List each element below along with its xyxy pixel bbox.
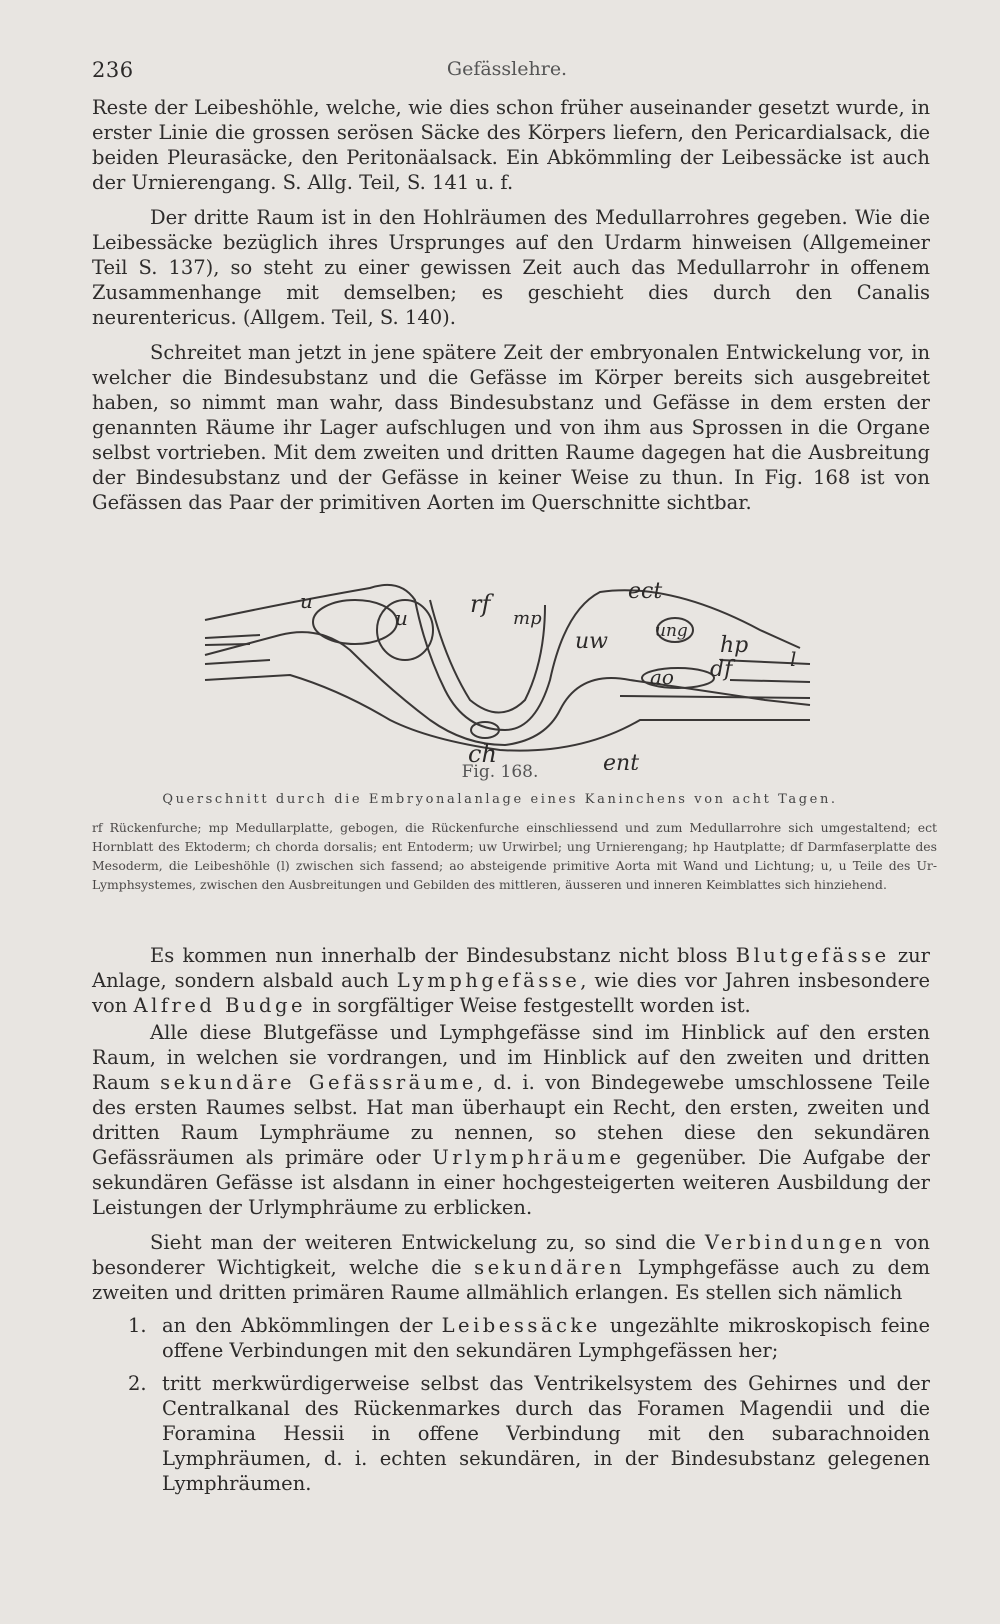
embryo-cross-section-figure: [200, 580, 820, 770]
emphasis-blutgefaesse: Blutgefässe: [735, 944, 890, 967]
paragraph-2: Der dritte Raum ist in den Hohlräumen des Medullarrohres gegeben. Wie die Leibessäcke bezüglich ihres Ursprunges auf den Urdarm hinweisen (Allgemeiner Teil S. 137), so steht zu einer gewissen Zeit auch das Medullarrohr in offenem Zusammenhange mit demselben; es geschieht dies durch den Canalis neurentericus. (Allgem. Teil, S. 140).: [92, 206, 930, 329]
lymph-space-u1: [313, 600, 397, 644]
list-number: 1.: [128, 1314, 147, 1337]
emphasis-sekundaere-gefaessraeume: sekundäre Gefässräume: [160, 1071, 477, 1094]
running-title: Gefässlehre.: [446, 58, 568, 80]
emphasis-verbindungen: Verbindungen: [704, 1231, 886, 1254]
paragraph-1: Reste der Leibeshöhle, welche, wie dies schon früher auseinander gesetzt wurde, in erster Linie die grossen serösen Säcke des Körpers liefern, den Pericardialsack, die beiden Pleurasäcke, den Peritonäalsack. Ein Abkömmling der Leibessäcke ist auch der Urnierengang. S. Allg. Teil, S. 141 u. f.: [92, 96, 930, 194]
figure-number: Fig. 168.: [461, 762, 539, 782]
label-uw: uw: [575, 629, 608, 654]
entoderm-outline: [205, 675, 810, 751]
label-u2: u: [395, 606, 408, 630]
label-ung: ung: [655, 621, 688, 641]
emphasis-alfred-budge: Alfred Budge: [133, 994, 306, 1017]
label-ao: ao: [650, 665, 674, 689]
label-mp: mp: [513, 608, 542, 629]
label-ch: ch: [468, 740, 497, 768]
paragraph-4: Es kommen nun innerhalb der Bindesubstanz nicht bloss Blutgefässe zur Anlage, sondern alsbald auch Lymphgefässe, wie dies vor Jahren insbesondere von Alfred Budge in sorgfältiger Weise festgestellt worden ist.: [92, 944, 930, 1017]
page-header: [92, 58, 922, 88]
list-number: 2.: [128, 1372, 147, 1395]
label-u1: u: [300, 589, 313, 613]
paragraph-3: Schreitet man jetzt in jene spätere Zeit der embryonalen Entwickelung vor, in welcher die Bindesubstanz und die Gefässe im Körper bereits sich ausgebreitet haben, so nimmt man wahr, dass Bindesubstanz und Gefässe in dem ersten der genannten Räume ihr Lager aufschlugen und von ihm aus Sprossen in die Organe selbst vortrieben. Mit dem zweiten und dritten Raume dagegen hat die Ausbreitung der Bindesubstanz und der Gefässe in keiner Weise zu thun. In Fig. 168 ist von Gefässen das Paar der primitiven Aorten im Querschnitte sichtbar.: [92, 341, 930, 514]
label-ent: ent: [603, 751, 640, 770]
figure-legend: rf Rückenfurche; mp Medullarplatte, gebogen, die Rückenfurche einschliessend und zum Medullarrohre sich umgestaltend; ect Hornblatt des Ektoderm; ch chorda dorsalis; ent Entoderm; uw Urwirbel; ung Urnierengang; hp Hautplatte; df Darmfaserplatte des Mesoderm, die Leibeshöhle (l) zwischen sich fassend; ao absteigende primitive Aorta mit Wand und Lichtung; u, u Teile des Ur-Lymphsystemes, zwischen den Ausbreitungen und Gebilden des mittleren, äusseren und inneren Keimblattes sich hinziehend.: [92, 820, 937, 892]
emphasis-leibessaecke: Leibessäcke: [441, 1314, 601, 1337]
label-ect: ect: [628, 580, 663, 604]
figure-title: Querschnitt durch die Embryonalanlage eines Kaninchens von acht Tagen.: [162, 792, 838, 807]
emphasis-sekundaeren: sekundären: [474, 1256, 626, 1279]
emphasis-lymphgefaesse: Lymphgefässe: [396, 969, 581, 992]
label-hp: hp: [720, 633, 749, 658]
emphasis-urlymphraeume: Urlymphräume: [432, 1146, 625, 1169]
label-rf: rf: [470, 590, 491, 618]
list-item: 2. tritt merkwürdigerweise selbst das Ventrikelsystem des Gehirnes und der Centralkanal des Rückenmarkes durch das Foramen Magendii und die Foramina Hessii in offene Verbindung mit den subarachnoiden Lymphräumen, d. i. echten sekundären, in der Bindesubstanz gelegenen Lymphräumen.: [128, 1372, 930, 1495]
page-number: 236: [92, 58, 134, 82]
list-item: 1. an den Abkömmlingen der Leibessäcke ungezählte mikroskopisch feine offene Verbindungen mit den sekundären Lymphgefässen her;: [128, 1314, 930, 1362]
label-l: l: [790, 647, 797, 671]
paragraph-5: Alle diese Blutgefässe und Lymphgefässe sind im Hinblick auf den ersten Raum, in welchen sie vordrangen, und im Hinblick auf den zweiten und dritten Raum sekundäre Gefässräume, d. i. von Bindegewebe umschlossene Teile des ersten Raumes selbst. Hat man überhaupt ein Recht, den ersten, zweiten und dritten Raum Lymphräume zu nennen, so stehen diese den sekundären Gefässräumen als primäre oder Urlymphräume gegenüber. Die Aufgabe der sekundären Gefässe ist alsdann in einer hochgesteigerten weiteren Ausbildung der Leistungen der Urlymphräume zu erblicken.: [92, 1021, 930, 1219]
numbered-list: [92, 1313, 930, 1496]
paragraph-6: Sieht man der weiteren Entwickelung zu, so sind die Verbindungen von besonderer Wichtigkeit, welche die sekundären Lymphgefässe auch zu dem zweiten und dritten primären Raume allmählich erlangen. Es stellen sich nämlich: [92, 1231, 930, 1304]
label-df: df: [710, 657, 733, 682]
